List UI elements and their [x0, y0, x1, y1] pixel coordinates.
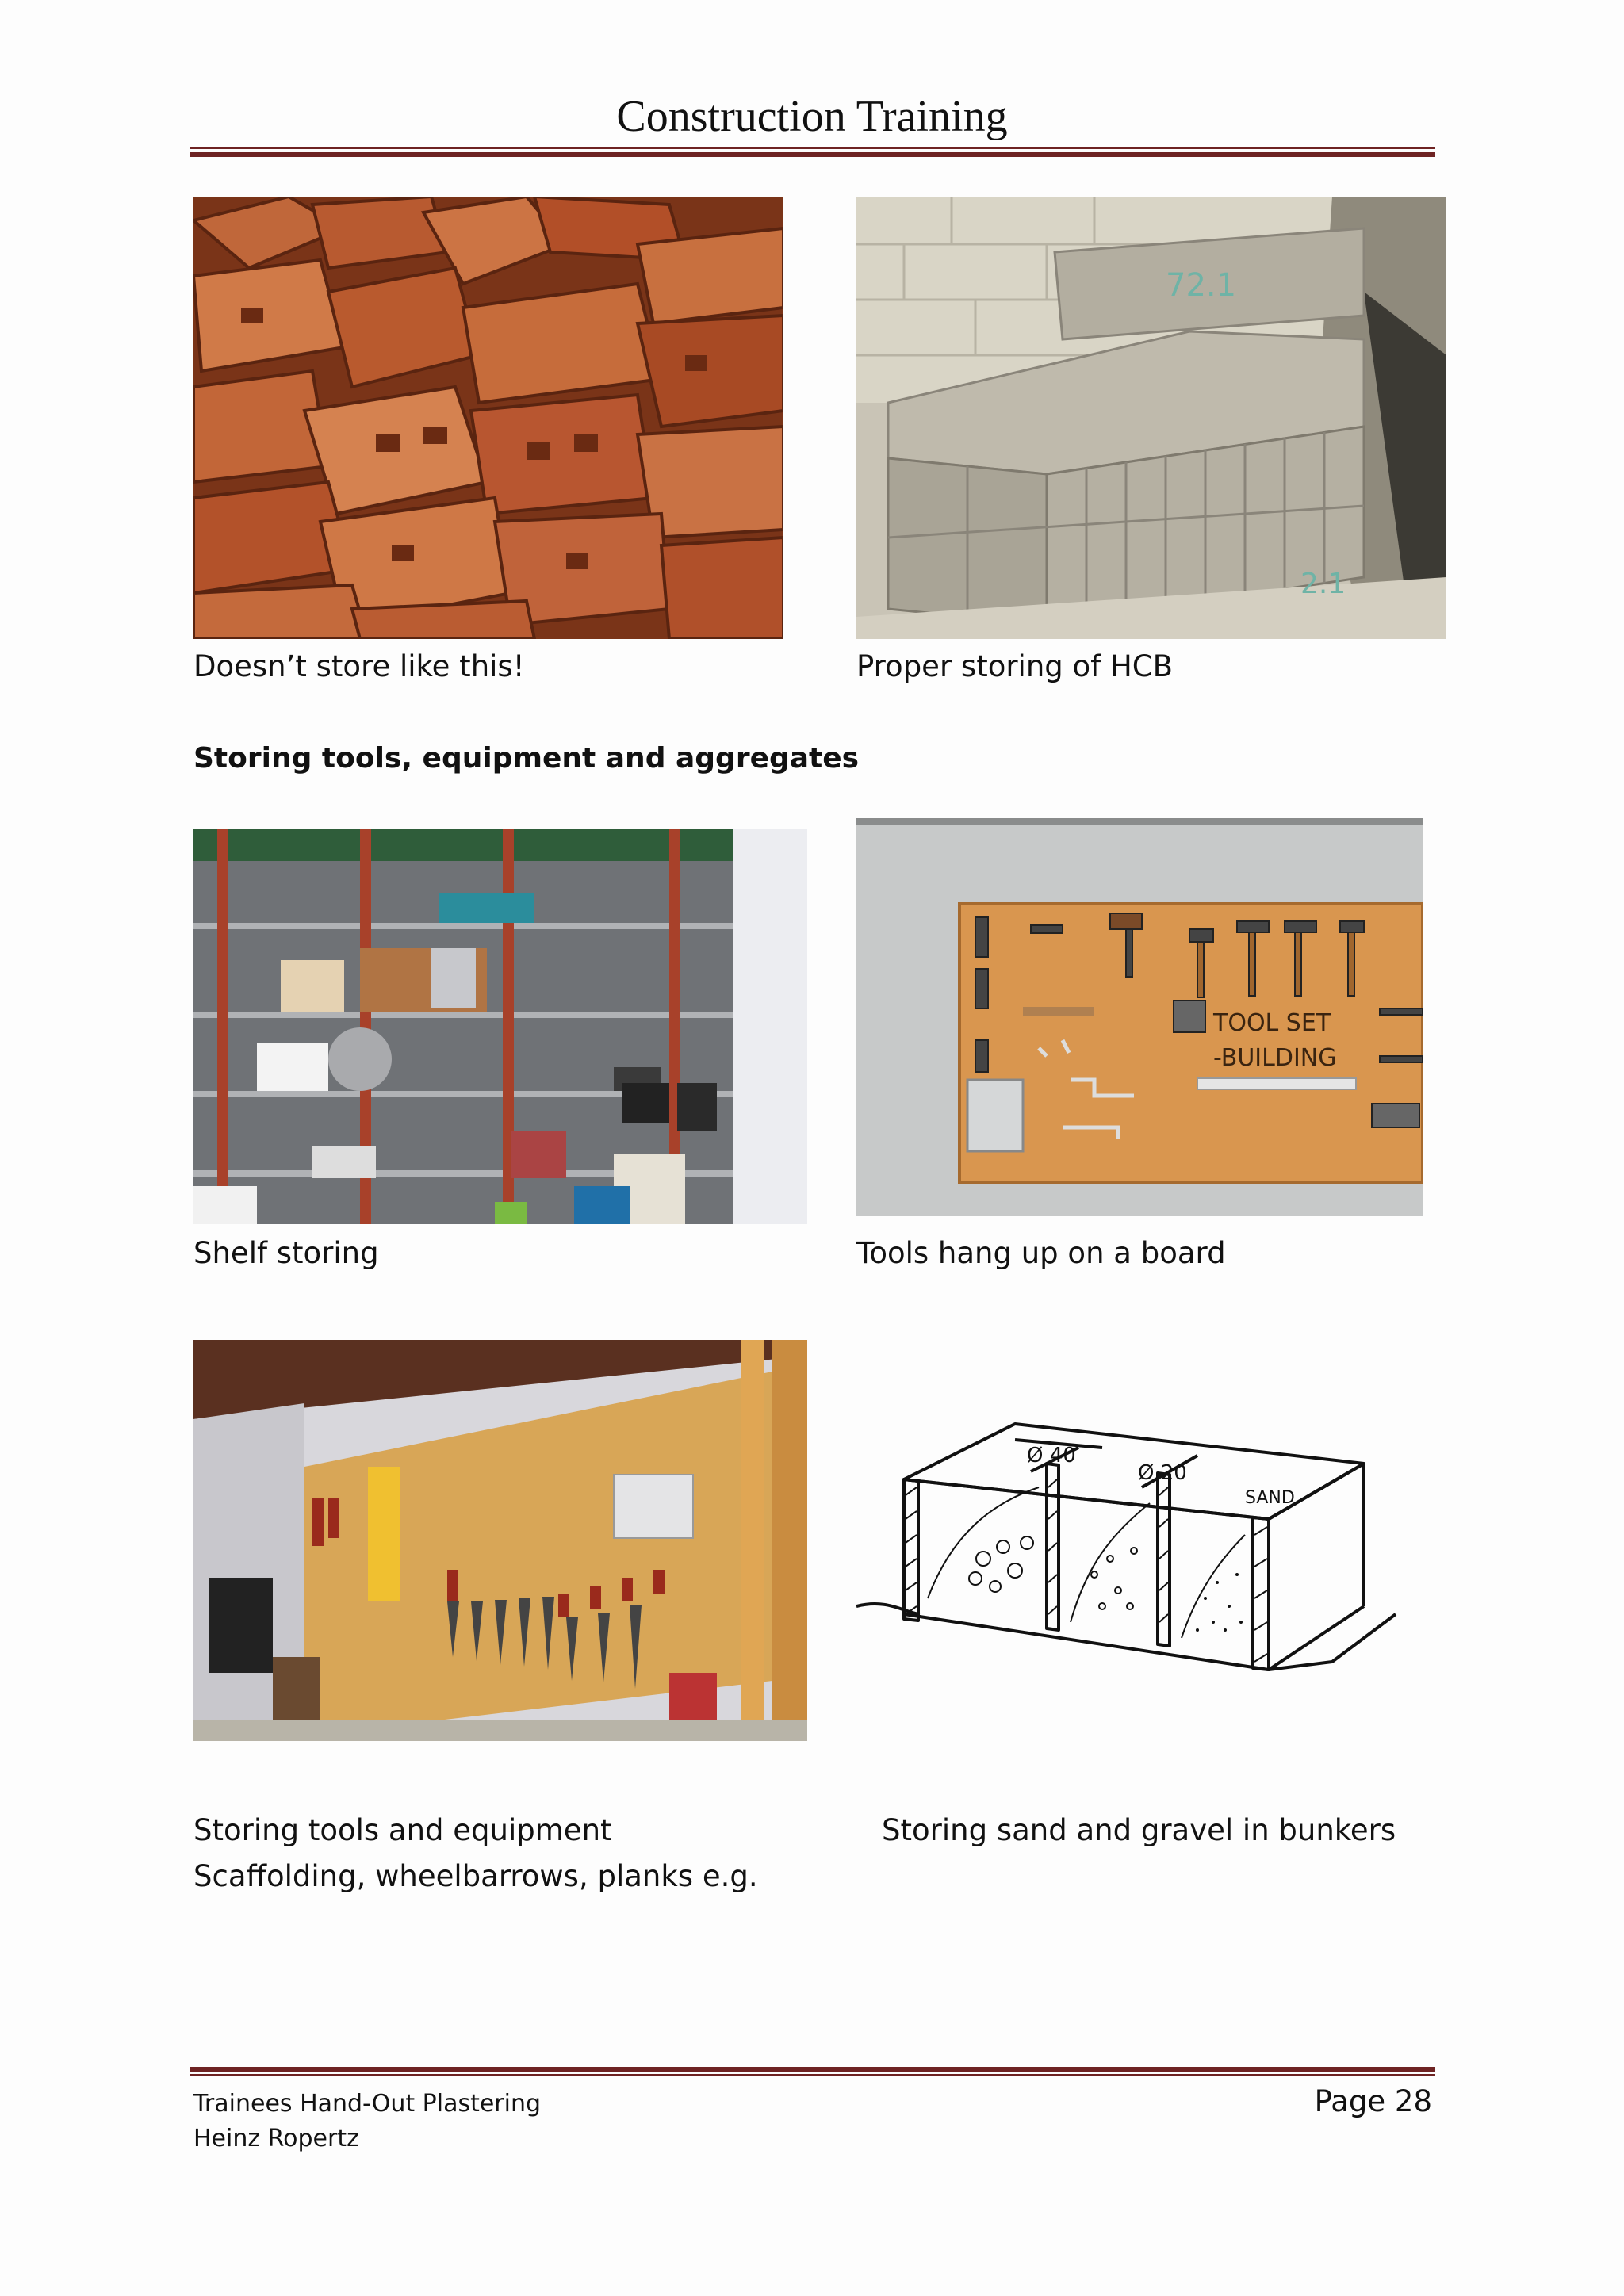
hcb-block-mark-1: 72.1: [1166, 267, 1237, 304]
wall-tools-caption-line1: Storing tools and equipment: [193, 1813, 612, 1847]
section-heading: Storing tools, equipment and aggregates: [193, 742, 860, 775]
hcb-photo-caption: Proper storing of HCB: [856, 649, 1173, 683]
header-rule-thick: [190, 152, 1435, 157]
toolboard-photo: [856, 818, 1423, 1216]
footer-rule-thick: [190, 2067, 1435, 2072]
hcb-block-mark-2: 2.1: [1300, 568, 1346, 600]
bunker-label-2: Ø 20: [1138, 1461, 1187, 1485]
bunker-label-3: SAND: [1245, 1488, 1295, 1508]
footer-page-number: Page 28: [1314, 2084, 1432, 2118]
wall-tools-photo: [193, 1340, 807, 1741]
toolboard-board-text-2: -BUILDING: [1213, 1044, 1337, 1072]
bunkers-drawing: [856, 1416, 1400, 1717]
hcb-photo: [856, 197, 1446, 639]
wall-tools-caption-line2: Scaffolding, wheelbarrows, planks e.g.: [193, 1859, 758, 1893]
footer-author: Heinz Ropertz: [193, 2125, 359, 2152]
shelf-photo-caption: Shelf storing: [193, 1236, 379, 1270]
bunkers-caption: Storing sand and gravel in bunkers: [882, 1813, 1396, 1847]
page-header-title: Construction Training: [616, 92, 1008, 141]
bricks-photo: [193, 197, 783, 639]
bricks-photo-caption: Doesn’t store like this!: [193, 649, 525, 683]
shelf-photo: [193, 829, 807, 1224]
header-rule-thin: [190, 147, 1435, 149]
toolboard-board-text-1: TOOL SET: [1213, 1009, 1331, 1037]
bunker-label-1: Ø 40: [1027, 1444, 1076, 1468]
footer-doc-title: Trainees Hand-Out Plastering: [193, 2090, 542, 2118]
footer-rule-thin: [190, 2074, 1435, 2076]
toolboard-photo-caption: Tools hang up on a board: [856, 1236, 1226, 1270]
